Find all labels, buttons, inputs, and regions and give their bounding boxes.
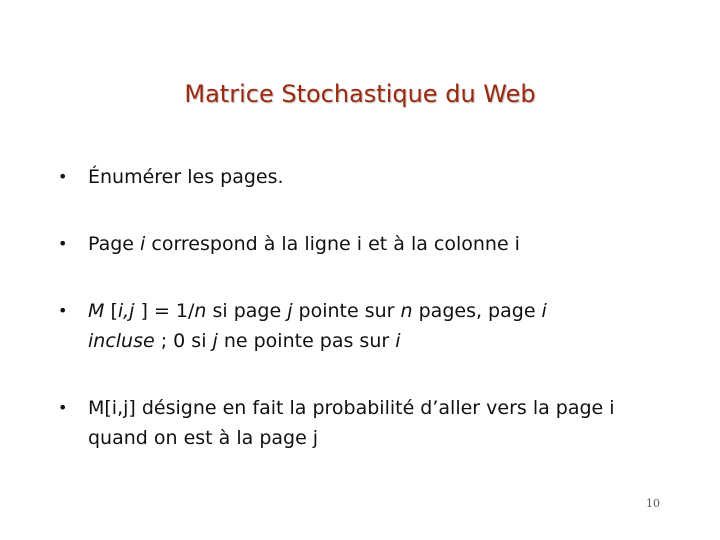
- math-var-ij: i,j: [117, 300, 135, 322]
- math-var-n: n: [400, 300, 413, 322]
- bullet-text-part: Page: [88, 233, 141, 255]
- page-number: 10: [646, 497, 660, 510]
- bullet-text-part: [: [104, 300, 118, 322]
- math-var-j: j: [287, 300, 293, 322]
- bullet-item-enumerate: [58, 162, 688, 192]
- math-var-i: i: [140, 233, 146, 255]
- bullet-dot: •: [58, 167, 68, 186]
- emphasis-incluse: incluse: [88, 330, 155, 352]
- bullet-text: Énumérer les pages.: [88, 166, 284, 188]
- slide-title: Matrice Stochastique du Web: [184, 80, 536, 108]
- bullet-text-part: ; 0 si: [154, 330, 213, 352]
- math-var-i: i: [541, 300, 547, 322]
- bullet-text-part: ne pointe pas sur: [217, 330, 396, 352]
- bullet-text-part: ] = 1/: [134, 300, 195, 322]
- bullet-text-line1: M[i,j] désigne en fait la probabilité d’aller vers la page i: [88, 397, 615, 419]
- bullet-text-line2: quand on est à la page j: [88, 427, 319, 449]
- bullet-dot: •: [58, 301, 68, 320]
- math-var-i: i: [395, 330, 401, 352]
- math-var-n: n: [194, 300, 207, 322]
- bullet-list: [58, 162, 688, 453]
- bullet-dot: •: [58, 398, 68, 417]
- bullet-item-page-index: [58, 229, 688, 259]
- math-var-M: M: [88, 300, 105, 322]
- bullet-text-part: si page: [206, 300, 288, 322]
- bullet-item-probability: [58, 393, 688, 453]
- bullet-item-matrix-definition: [58, 296, 688, 356]
- math-var-j: j: [212, 330, 218, 352]
- bullet-text-part: correspond à la ligne i et à la colonne i: [145, 233, 520, 255]
- bullet-dot: •: [58, 234, 68, 253]
- bullet-text-part: pages, page: [412, 300, 542, 322]
- bullet-text-part: pointe sur: [292, 300, 401, 322]
